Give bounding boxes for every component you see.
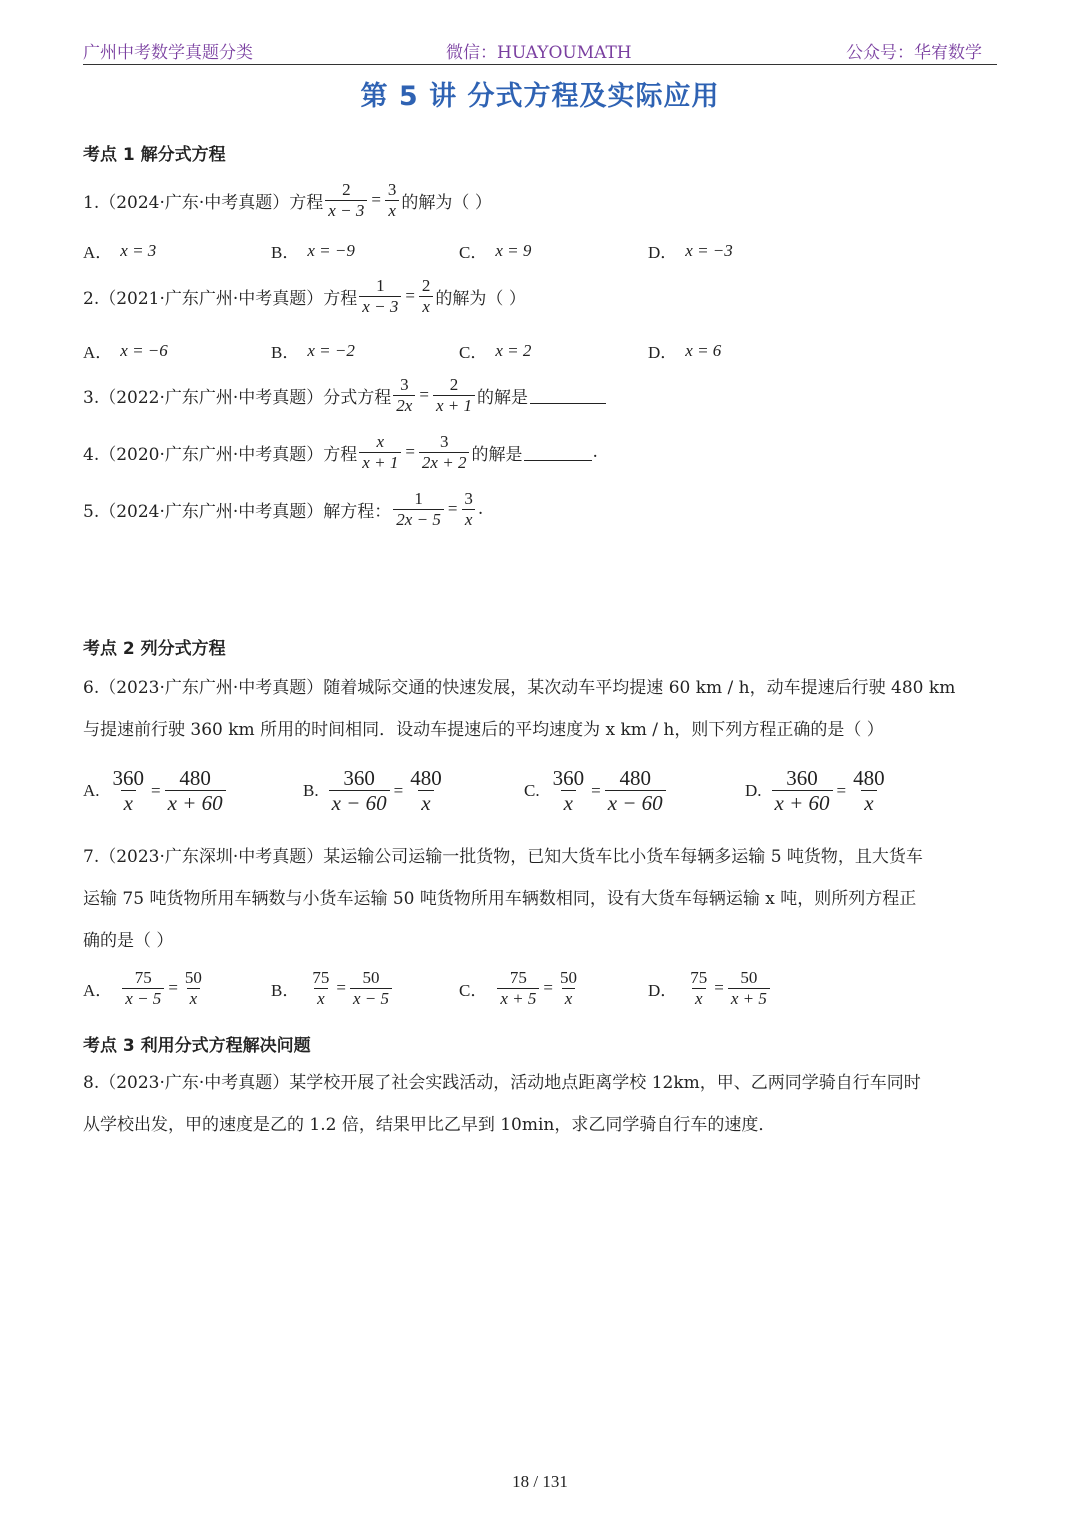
numerator: 360 — [552, 766, 585, 790]
q2-rhs-fraction — [419, 276, 434, 316]
q6-option-c[interactable] — [524, 766, 668, 815]
denominator: x + 5 — [728, 988, 770, 1009]
header-rule — [83, 64, 997, 65]
option-label: A． — [83, 243, 113, 262]
equals-sign: = — [714, 978, 724, 998]
numerator: 50 — [740, 968, 758, 987]
option-label: B. — [303, 780, 319, 800]
q2-option-a[interactable] — [83, 338, 168, 363]
section-1-heading: 考点 1 解分式方程 — [83, 145, 226, 165]
equals-sign: = — [405, 286, 415, 306]
numerator: 50 — [362, 968, 380, 987]
fraction — [309, 968, 332, 1008]
denominator: x − 5 — [122, 988, 164, 1009]
fraction — [850, 766, 888, 815]
question-8-text — [83, 1062, 998, 1146]
numerator: 75 — [312, 968, 330, 987]
q1-option-c[interactable] — [459, 238, 531, 263]
numerator: 480 — [179, 766, 211, 790]
q7-line-2: 运输 75 吨货物所用车辆数与小货车运输 50 吨货物所用车辆数相同，设有大货车每辆运输 x 吨，则所列方程正 — [83, 889, 917, 909]
q7-option-c[interactable] — [459, 968, 582, 1008]
q4-end: . — [592, 442, 598, 463]
q6-option-d[interactable] — [745, 766, 890, 815]
q8-line-1: 8.（2023·广东·中考真题）某学校开展了社会实践活动，活动地点距离学校 12km，甲、乙两同学骑自行车同时 — [83, 1073, 921, 1093]
q7-option-b[interactable] — [271, 968, 394, 1008]
fraction — [497, 968, 539, 1008]
denominator: 2x — [393, 395, 415, 416]
fraction — [557, 968, 580, 1008]
option-text: x = 2 — [495, 340, 532, 360]
denominator: x — [861, 790, 876, 815]
equals-sign: = — [591, 780, 601, 800]
q2-option-b[interactable] — [271, 338, 355, 363]
denominator: x − 60 — [329, 790, 390, 815]
q1-lhs-fraction — [325, 180, 367, 220]
fraction — [407, 766, 445, 815]
question-4 — [83, 432, 598, 472]
numerator: 75 — [134, 968, 152, 987]
denominator: x − 3 — [325, 200, 367, 221]
denominator: x — [314, 988, 328, 1009]
question-7-text — [83, 836, 998, 962]
section-3-heading: 考点 3 利用分式方程解决问题 — [83, 1036, 311, 1056]
option-label: B． — [271, 980, 300, 1000]
equals-sign: = — [543, 978, 553, 998]
fraction — [182, 968, 205, 1008]
denominator: x — [562, 988, 576, 1009]
numerator: 360 — [112, 766, 145, 790]
option-label: D. — [745, 780, 762, 800]
denominator: x + 1 — [433, 395, 475, 416]
denominator: x − 5 — [350, 988, 392, 1009]
q3-suffix: 的解是 — [476, 387, 528, 408]
question-3 — [83, 375, 606, 415]
denominator: x — [187, 988, 201, 1009]
denominator: x + 60 — [165, 790, 226, 815]
q1-option-a[interactable] — [83, 238, 156, 263]
q3-prefix: 3.（2022·广东广州·中考真题）分式方程 — [83, 387, 392, 408]
q2-lhs-fraction — [359, 276, 401, 316]
option-label: A. — [83, 780, 100, 800]
denominator: x — [385, 200, 399, 221]
q7-option-d[interactable] — [648, 968, 772, 1008]
option-label: C． — [459, 343, 488, 362]
q4-rhs-fraction — [419, 432, 470, 472]
numerator: 2 — [449, 375, 459, 394]
option-text: x = −3 — [685, 240, 733, 260]
fraction — [605, 766, 666, 815]
numerator: 2 — [421, 276, 431, 295]
fraction — [122, 968, 164, 1008]
option-label: B． — [271, 243, 300, 262]
numerator: 480 — [410, 766, 442, 790]
q1-prefix: 1.（2024·广东·中考真题）方程 — [83, 192, 324, 213]
numerator: 3 — [439, 432, 449, 451]
numerator: 360 — [786, 766, 818, 790]
denominator: x — [419, 296, 433, 317]
denominator: x − 3 — [359, 296, 401, 317]
equals-sign: = — [419, 385, 429, 405]
fraction — [772, 766, 833, 815]
q2-option-d[interactable] — [648, 338, 721, 363]
numerator: 75 — [690, 968, 708, 987]
q4-suffix: 的解是 — [471, 444, 523, 465]
option-text: x = −6 — [120, 340, 168, 360]
equals-sign: = — [405, 442, 415, 462]
option-text: x = 9 — [495, 240, 532, 260]
q1-option-d[interactable] — [648, 238, 733, 263]
fraction — [687, 968, 710, 1008]
denominator: x + 5 — [497, 988, 539, 1009]
denominator: x — [561, 790, 576, 815]
page-title: 第 5 讲 分式方程及实际应用 — [360, 81, 720, 112]
q5-rhs-fraction — [461, 489, 476, 529]
fraction — [165, 766, 226, 815]
equals-sign: = — [371, 190, 381, 210]
option-text: x = −9 — [307, 240, 355, 260]
fraction — [350, 968, 392, 1008]
option-label: C． — [459, 243, 488, 262]
q6-line-2: 与提速前行驶 360 km 所用的时间相同．设动车提速后的平均速度为 x km / h，则下列方程正确的是（ ） — [83, 720, 884, 740]
q4-lhs-fraction — [359, 432, 401, 472]
q2-prefix: 2.（2021·广东广州·中考真题）方程 — [83, 288, 358, 309]
q1-option-b[interactable] — [271, 238, 355, 263]
numerator: 360 — [343, 766, 375, 790]
numerator: 3 — [464, 489, 473, 508]
denominator: x + 1 — [359, 452, 401, 473]
numerator: 480 — [619, 766, 651, 790]
denominator: x — [462, 509, 476, 530]
denominator: x − 60 — [605, 790, 666, 815]
option-text: x = 6 — [685, 340, 722, 360]
equals-sign: = — [393, 780, 404, 800]
q1-rhs-fraction — [385, 180, 400, 220]
denominator: 2x − 5 — [393, 509, 444, 530]
option-label: A． — [83, 343, 113, 362]
header-right: 公众号：华宥数学 — [846, 43, 982, 63]
fraction — [110, 766, 148, 815]
equals-sign: = — [447, 499, 458, 519]
question-2 — [83, 276, 526, 316]
numerator: 50 — [184, 968, 202, 987]
q7-line-3: 确的是（ ） — [83, 931, 174, 951]
fraction — [550, 766, 588, 815]
answer-blank[interactable] — [530, 386, 606, 404]
q7-option-a[interactable] — [83, 968, 207, 1008]
q3-rhs-fraction — [433, 375, 475, 415]
question-5 — [83, 489, 483, 529]
option-text: x = −2 — [307, 340, 355, 360]
numerator: 3 — [387, 180, 397, 199]
option-label: C. — [524, 780, 540, 800]
q1-suffix: 的解为（ ） — [401, 192, 492, 213]
equals-sign: = — [151, 780, 161, 800]
option-text: x = 3 — [120, 240, 157, 260]
q7-line-1: 7.（2023·广东深圳·中考真题）某运输公司运输一批货物，已知大货车比小货车每辆多运输 5 吨货物，且大货车 — [83, 847, 923, 867]
answer-blank[interactable] — [524, 443, 592, 461]
denominator: 2x + 2 — [419, 452, 470, 473]
numerator: 1 — [376, 276, 385, 295]
equals-sign: = — [168, 978, 178, 998]
page-number: 18 / 131 — [512, 1472, 568, 1491]
denominator: x — [692, 988, 706, 1009]
section-2-heading: 考点 2 列分式方程 — [83, 639, 226, 659]
option-label: C． — [459, 980, 488, 1000]
numerator: 480 — [853, 766, 885, 790]
q5-end: . — [477, 499, 484, 520]
q4-prefix: 4.（2020·广东广州·中考真题）方程 — [83, 444, 358, 465]
numerator: 2 — [342, 180, 351, 199]
numerator: 75 — [509, 968, 527, 987]
q6-line-1: 6.（2023·广东广州·中考真题）随着城际交通的快速发展，某次动车平均提速 60 km / h，动车提速后行驶 480 km — [83, 678, 956, 698]
header-center: 微信：HUAYOUMATH — [446, 43, 632, 63]
equals-sign: = — [336, 978, 346, 998]
numerator: 3 — [400, 375, 409, 394]
equals-sign: = — [836, 780, 847, 800]
denominator: x + 60 — [772, 790, 833, 815]
fraction — [728, 968, 770, 1008]
q2-option-c[interactable] — [459, 338, 531, 363]
q6-option-b[interactable] — [303, 766, 447, 815]
q8-line-2: 从学校出发，甲的速度是乙的 1.2 倍，结果甲比乙早到 10min，求乙同学骑自行车的速度． — [83, 1115, 776, 1135]
header-left: 广州中考数学真题分类 — [83, 43, 253, 63]
question-1 — [83, 180, 492, 220]
denominator: x — [418, 790, 433, 815]
fraction — [329, 766, 390, 815]
option-label: A． — [83, 980, 113, 1000]
q5-prefix: 5.（2024·广东广州·中考真题）解方程： — [83, 501, 392, 522]
option-label: D． — [648, 343, 678, 362]
q3-lhs-fraction — [393, 375, 415, 415]
option-label: D． — [648, 980, 678, 1000]
option-label: B． — [271, 343, 300, 362]
q5-lhs-fraction — [393, 489, 444, 529]
q2-suffix: 的解为（ ） — [435, 288, 526, 309]
numerator: 50 — [559, 968, 577, 987]
numerator: 1 — [414, 489, 423, 508]
option-label: D． — [648, 243, 678, 262]
question-6-text — [83, 667, 998, 751]
numerator: x — [376, 432, 385, 451]
q6-option-a[interactable] — [83, 766, 228, 815]
denominator: x — [121, 790, 136, 815]
